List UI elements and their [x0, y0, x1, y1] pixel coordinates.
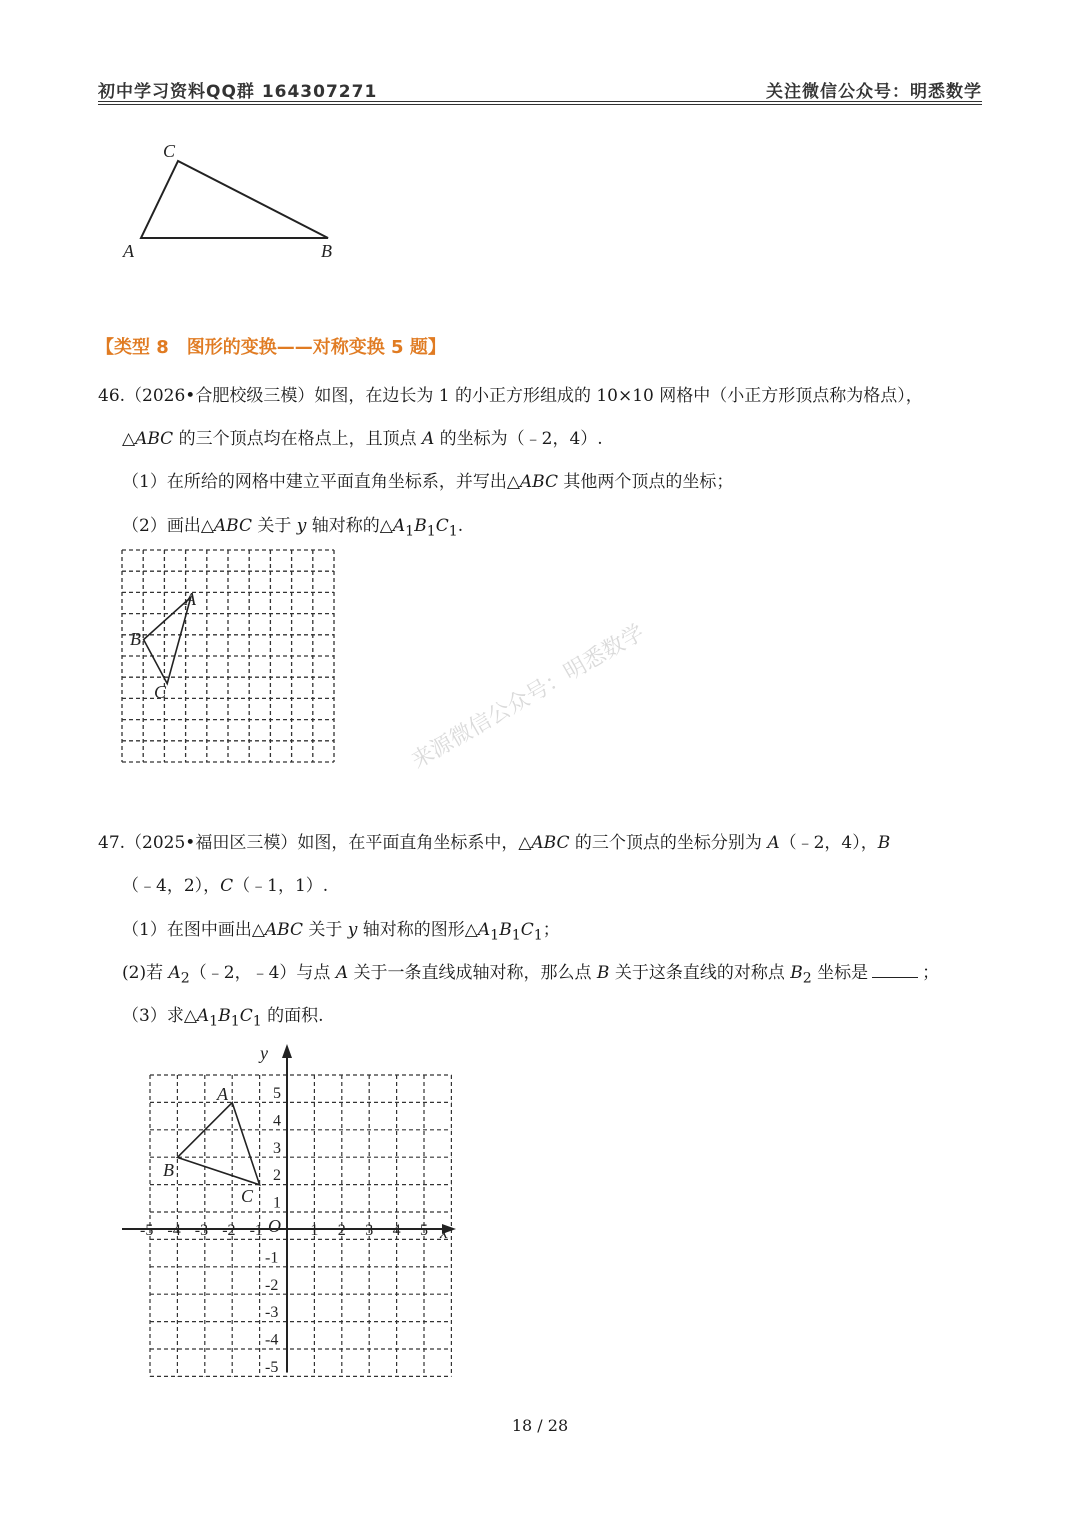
y-tick-label: 4	[273, 1112, 281, 1130]
x-tick-label: 5	[420, 1222, 428, 1239]
header-right-text: 关注微信公众号：明悉数学	[766, 82, 982, 102]
y-tick-label: 3	[273, 1139, 281, 1157]
q46-grid	[122, 550, 334, 762]
q47-coordinate-figure	[110, 1040, 470, 1380]
top-triangle-figure	[110, 135, 370, 275]
q47-part2: (2)若 $A_2(﹣2$，﹣4）与点 A 关于一条直线成轴对称，那么点 B 关于这条直线的对称点 $B_2$ 坐标是 ；	[122, 963, 940, 987]
y-tick-label: -4	[265, 1331, 279, 1349]
q47-label-b: B	[163, 1160, 174, 1180]
x-axis-label: x	[440, 1222, 448, 1242]
q47-part3: （3）求$\triangle A_1B_1C_1$ 的面积.	[122, 1006, 324, 1030]
top-label-b: B	[321, 241, 332, 261]
q46-line1: 46.（2026•合肥校级三模）如图，在边长为 1 的小正方形组成的 10×10 网格中（小正方形顶点称为格点），	[98, 386, 923, 406]
q47-triangle	[177, 1103, 259, 1185]
origin-label: O	[268, 1216, 281, 1236]
header-left-text: 初中学习资料QQ群 164307271	[98, 82, 378, 102]
y-tick-label: 5	[273, 1085, 281, 1102]
x-tick-label: 4	[392, 1222, 401, 1239]
watermark: 来源微信公众号：明悉数学	[407, 620, 649, 774]
y-axis-arrow	[282, 1044, 292, 1058]
q46-label-a: A	[185, 589, 196, 609]
header-rule	[98, 101, 982, 102]
page-number: 18 / 28	[511, 1416, 569, 1435]
x-tick-label: -4	[167, 1222, 181, 1239]
y-tick-label: -5	[265, 1359, 279, 1376]
y-tick-label: 1	[273, 1194, 281, 1212]
q47-label-c: C	[241, 1186, 254, 1206]
q47-label-a: A	[217, 1084, 228, 1104]
header-rule-thin	[98, 104, 982, 105]
q46-triangle	[144, 597, 191, 683]
q46-part1: （1）在所给的网格中建立平面直角坐标系，并写出△ABC 其他两个顶点的坐标；	[122, 472, 734, 492]
x-tick-label: -3	[194, 1222, 209, 1239]
q47-line1: 47.（2025•福田区三模）如图，在平面直角坐标系中，△ABC 的三个顶点的坐标分别为 A（﹣2，4），B	[98, 833, 891, 853]
top-triangle	[141, 161, 328, 238]
q46-label-b: B	[130, 629, 141, 649]
y-axis-label: y	[260, 1043, 268, 1063]
q47-part1: （1）在图中画出△ABC 关于 y 轴对称的图形$\triangle A_1B_1C_1$；	[122, 920, 560, 944]
q46-line2: △ABC 的三个顶点均在格点上，且顶点 A 的坐标为（﹣2，4）.	[122, 429, 603, 449]
y-tick-label: -1	[265, 1249, 279, 1267]
x-tick-label: 2	[337, 1222, 346, 1239]
x-tick-label: 3	[365, 1222, 374, 1239]
y-tick-label: 2	[273, 1167, 281, 1185]
x-tick-label: -2	[222, 1222, 236, 1239]
top-label-c: C	[163, 141, 176, 161]
q46-grid-figure	[120, 546, 350, 786]
x-tick-label: -1	[249, 1222, 263, 1239]
q46-part2: （2）画出△ABC 关于 y 轴对称的$\triangle A_1B_1C_1$.	[122, 516, 464, 540]
y-tick-label: -2	[265, 1276, 279, 1294]
section-title: 【类型 8 图形的变换——对称变换 5 题】	[96, 337, 446, 358]
x-tick-label: -5	[140, 1222, 154, 1239]
y-tick-label: -3	[265, 1304, 279, 1322]
q46-label-c: C	[154, 682, 167, 702]
q47-line2: （﹣4，2），C（﹣1，1）.	[122, 876, 329, 896]
top-label-a: A	[123, 241, 134, 261]
x-tick-label: 1	[310, 1222, 319, 1239]
answer-blank[interactable]	[872, 963, 918, 978]
